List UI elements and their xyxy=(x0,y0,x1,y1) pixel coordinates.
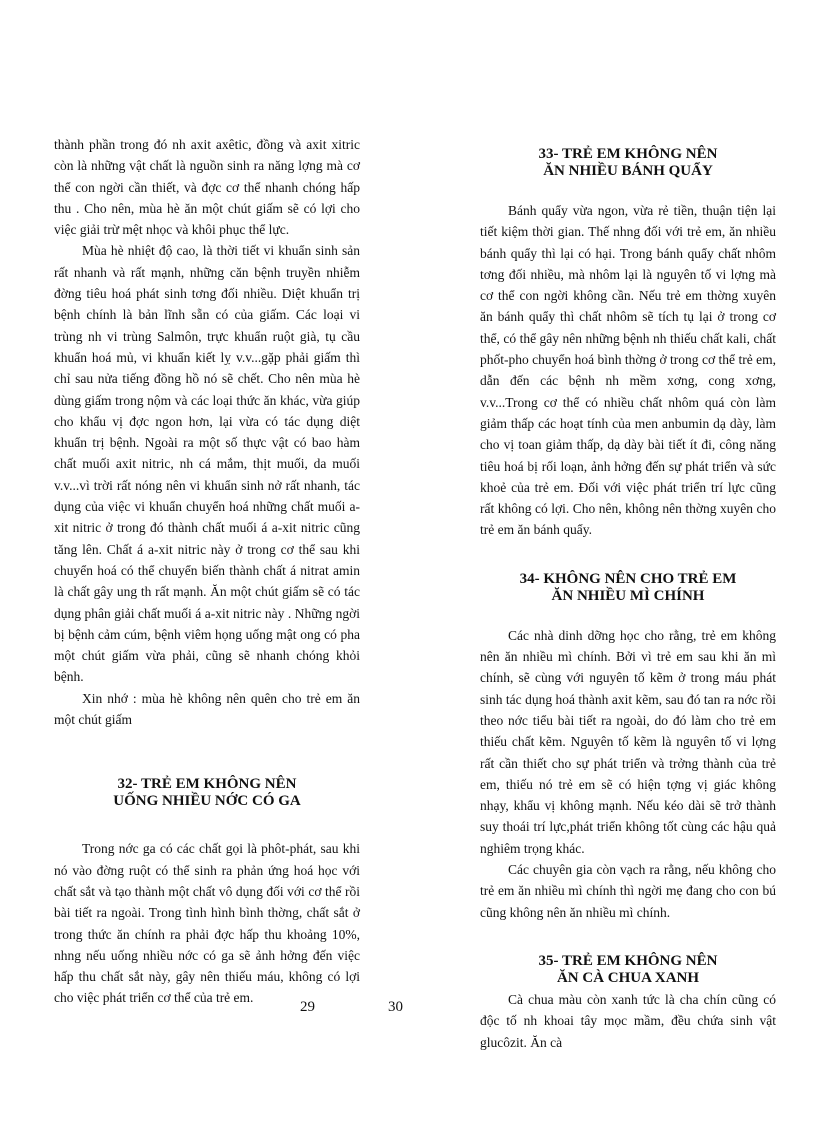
paragraph: Các chuyên gia còn vạch ra rằng, nếu không cho trẻ em ăn nhiều mì chính thì ngời mẹ đang cho con bú cũng không nên ăn nhiều mì chính. xyxy=(480,862,776,920)
heading-line: 34- KHÔNG NÊN CHO TRẺ EM xyxy=(519,570,737,587)
heading-line: ĂN NHIỀU BÁNH QUẨY xyxy=(543,163,713,179)
heading-line: ĂN CÀ CHUA XANH xyxy=(556,969,700,986)
page-number-right: 30 xyxy=(388,999,403,1015)
heading-line: 35- TRẺ EM KHÔNG NÊN xyxy=(538,952,718,969)
heading-line: 33- TRẺ EM KHÔNG NÊN xyxy=(538,146,718,162)
paragraph: Xin nhớ : mùa hè không nên quên cho trẻ em ăn một chút giấm xyxy=(54,690,360,728)
section-heading-32 xyxy=(54,776,360,810)
section-heading-33 xyxy=(480,146,776,180)
paragraph: Bánh quẩy vừa ngon, vừa rẻ tiền, thuận tiện lại tiết kiệm thời gian. Thế nhng đối với trẻ em, ăn nhiều bánh quẩy thì lại có hại. Trong bánh quẩy chất nhôm tơng đối nhiều, mà nhôm lại là nguyên tố vi lợng mà cơ thể con ngời không cần. Nếu trẻ em thờng xuyên ăn bánh quẩy thì chất nhôm sẽ tích tụ lại ở trong cơ thể, có thể gây nên những bệnh nh thiếu chất kali, chất phốt-pho chuyển hoá bình thờng ở trong cơ thể trẻ em, dẫn đến các bệnh nh mềm xơng, cong xơng, v.v...Trong cơ thể có nhiều chất nhôm quá còn làm giảm thấp các hoạt tính của men anbumin dạ dày, làm cho vị toan giảm thấp, dạ dày bài tiết ít đi, công năng tiêu hoá bị rối loạn, ảnh hởng đến sự phát triển và sức khoẻ của trẻ em. Đối với việc phát triển trí lực cũng rất không có lợi. Cho nên, không nên thờng xuyên cho trẻ em ăn bánh quẩy. xyxy=(480,203,776,538)
section-heading-35 xyxy=(480,953,776,987)
heading-line: UỐNG NHIỀU NỚC CÓ GA xyxy=(113,793,301,810)
paragraph: Mùa hè nhiệt độ cao, là thời tiết vi khuẩn sinh sản rất nhanh và rất mạnh, những căn bệnh truyền nhiễm đờng tiêu hoá phát sinh tơng đối nhiều. Diệt khuẩn trị bệnh chính là bản lĩnh sẵn có của giấm. Các loại vi trùng nh vi trùng Salmôn, trực khuẩn ruột già, tụ cầu khuẩn hoá mủ, vi khuẩn kiết lỵ v.v...gặp phải giấm thì chỉ sau nửa tiếng đồng hồ nó sẽ chết. Cho nên mùa hè dùng giấm trong nộm và các loại thức ăn khác, vừa giúp cho khẩu vị đợc ngon hơn, lại vừa có tác dụng diệt khuẩn trị bệnh. Ngoài ra một số thực vật có bao hàm chất muối axit nitric, nh cá mắm, thịt muối, da muối v.v...vì trời rất nóng nên vi khuẩn sinh nở rất nhanh, tác dụng của việc vi khuẩn chuyển hoá những chất muối a-xit nitric ở trong đó thành chất muối á a-xit nitric cũng tăng lên. Chất á a-xit nitric này ở trong cơ thể sau khi chuyển hoá có thể chuyển biến thành chất á nitrat amin là chất gây ung th rất mạnh. Ăn một chút giấm sẽ có tác dụng phân giải chất muối á a-xit nitric này . Những ngời bị bệnh cảm cúm, bệnh viêm họng uống mật ong có pha một chút giấm vừa phải, cũng sẽ nhanh chóng khỏi bệnh. xyxy=(54,243,360,685)
heading-line: ĂN NHIỀU MÌ CHÍNH xyxy=(551,587,705,604)
paragraph: Các nhà dinh dỡng học cho rằng, trẻ em không nên ăn nhiều mì chính. Bởi vì trẻ em sau khi ăn mì chính, sẽ cùng với nguyên tố kẽm ở trong máu phát sinh tác dụng hoá thành axit kẽm, sau đó tan ra nớc rồi theo nớc tiểu bài tiết ra ngoài, do đó làm cho trẻ em thiếu chất kẽm. Nguyên tố kẽm là nguyên tố vi lợng rất cần thiết cho sự phát triển và trởng thành của trẻ em, thiếu nó trẻ em sẽ có hiện tợng vị giác không nhạy, khẩu vị không mạnh. Nếu kéo dài sẽ trở thành suy thoái trí lực,phát triển không tốt cùng các hậu quả nghiêm trọng khác. xyxy=(480,627,776,856)
page-number-left: 29 xyxy=(300,999,315,1015)
heading-line: 32- TRẺ EM KHÔNG NÊN xyxy=(117,776,297,793)
paragraph: Cà chua màu còn xanh tức là cha chín cũng có độc tố nh khoai tây mọc mầm, đều chứa sinh vật glucôzit. Ăn cà xyxy=(480,991,776,1050)
page-right xyxy=(480,134,776,1053)
paragraph: thành phần trong đó nh axit axêtic, đồng và axit xitric còn là những vật chất là nguồn sinh ra năng lợng mà cơ thể con ngời cần thiết, và đợc cơ thể nhanh chóng hấp thu . Cho nên, mùa hè ăn một chút giấm sẽ có lợi cho việc giải trừ mệt nhọc và khôi phục thể lực. xyxy=(54,137,360,238)
section-heading-34 xyxy=(480,571,776,605)
page-left xyxy=(54,134,360,1009)
paragraph: Trong nớc ga có các chất gọi là phôt-phát, sau khi nó vào đờng ruột có thể sinh ra phản ứng hoá học với chất sắt và tạo thành một chất vô dụng đối với cơ thể rồi bài tiết ra ngoài. Trong tình hình bình thờng, chất sắt ở trong thức ăn chính ra phải đợc hấp thu khoảng 10%, nhng nếu uống nhiều nớc có ga sẽ ảnh hởng đến việc hấp thu chất sắt này, gây nên thiếu máu, không có lợi cho việc phát triển cơ thể của trẻ em. xyxy=(54,841,360,1006)
